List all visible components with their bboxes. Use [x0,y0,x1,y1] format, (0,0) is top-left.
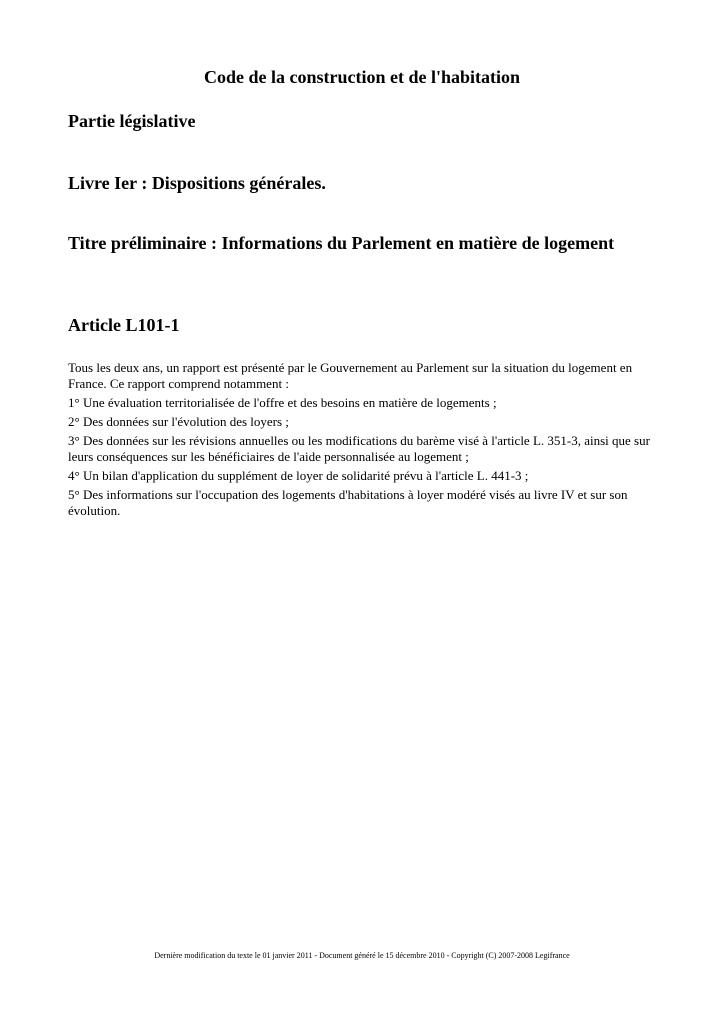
article-item-2: 2° Des données sur l'évolution des loyers ; [68,414,289,429]
titre-heading: Titre préliminaire : Informations du Parlement en matière de logement [68,233,615,253]
article-item-1: 1° Une évaluation territorialisée de l'offre et des besoins en matière de logements ; [68,395,497,410]
document-title: Code de la construction et de l'habitation [203,67,520,87]
article-heading: Article L101-1 [68,315,180,335]
partie-heading: Partie législative [68,111,196,131]
livre-heading: Livre Ier : Dispositions générales. [68,173,326,193]
page-footer: Dernière modification du texte le 01 janvier 2011 - Document généré le 15 décembre 2010 - Copyright (C) 2007-2008 Legifrance [154,951,570,960]
article-item-4: 4° Un bilan d'application du supplément de loyer de solidarité prévu à l'article L. 441-3 ; [68,468,529,483]
article-item-5: 5° Des informations sur l'occupation des logements d'habitations à loyer modéré visés au livre IV et sur son évolution. [68,487,628,518]
article-paragraph-intro: Tous les deux ans, un rapport est présenté par le Gouvernement au Parlement sur la situation du logement en France. Ce rapport comprend notamment : [68,360,633,391]
article-item-3: 3° Des données sur les révisions annuelles ou les modifications du barème visé à l'article L. 351-3, ainsi que sur leurs conséquences sur les bénéficiaires de l'aide personnalisée au logement ; [68,433,650,464]
article-body [68,360,668,522]
